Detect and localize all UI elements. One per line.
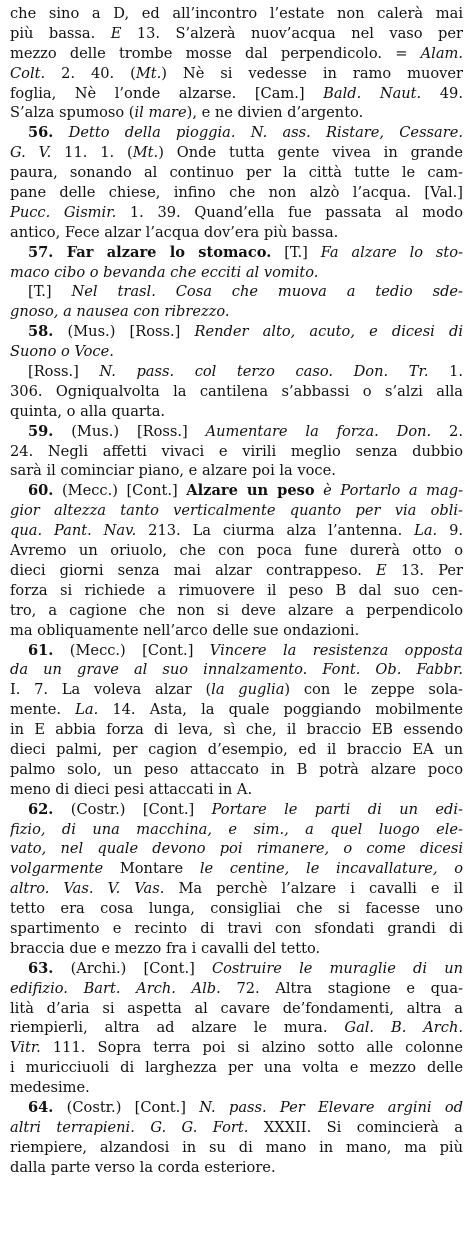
text-line: spartimento e recinto di travi con sfondati grandi di (10, 919, 463, 937)
text-line: paura, sonando al continuo per la città tutte le cam- (10, 164, 463, 182)
text-line: quinta, o alla quarta. (10, 402, 166, 420)
text-line: maco cibo o bevanda che ecciti al vomito. (10, 263, 319, 281)
text-line: gnoso, a nausea con ribrezzo. (10, 303, 230, 321)
text-line: mezzo delle trombe mosse dal perpendicolo. = Alam. (10, 44, 463, 62)
text-line: 59. (Mus.) [Ross.] Aumentare la forza. Don. 2. (28, 422, 463, 440)
text-line: G. V. 11. 1. (Mt.) Onde tutta gente vivea in grande (10, 144, 463, 162)
text-line: 58. (Mus.) [Ross.] Render alto, acuto, e dicesi di (28, 323, 463, 341)
text-line: vato, nel quale devono poi rimanere, o come dicesi (10, 840, 463, 858)
text-line: dieci palmi, per cagion d’esempio, ed il braccio EA un (10, 740, 463, 758)
text-line: Suono o Voce. (10, 343, 114, 361)
text-line: da un grave al suo innalzamento. Font. Ob. Fabbr. (10, 661, 463, 679)
text-line: sarà il cominciar piano, e alzare poi la voce. (10, 462, 336, 480)
text-line: fizio, di una macchina, e sim., a quel luogo ele- (10, 820, 463, 838)
text-line: medesime. (10, 1079, 90, 1097)
text-line: riempiere, alzandosi in su di mano in mano, ma più (10, 1138, 463, 1156)
text-line: in E abbia forza di leva, sì che, il braccio EB essendo (10, 721, 463, 739)
text-line: Vitr. 111. Sopra terra poi si alzino sotto alle colonne (10, 1039, 463, 1057)
text-line: 56. Detto della pioggia. N. ass. Ristare, Cessare. (28, 124, 463, 142)
text-line: mente. La. 14. Asta, la quale poggiando mobilmente (10, 701, 463, 719)
text-line: altro. Vas. V. Vas. Ma perchè l’alzare i cavalli e il (10, 880, 463, 898)
text-line: tetto era cosa lunga, consigliai che si facesse uno (10, 900, 463, 918)
text-line: foglia, Nè l’onde alzarse. [Cam.] Bald. Naut. 49. (10, 84, 463, 102)
text-line: meno di dieci pesi attaccati in A. (10, 780, 253, 798)
text-line: S’alza spumoso (il mare), e ne divien d’argento. (10, 104, 364, 122)
text-line: 306. Ogniqualvolta la cantilena s’abbassi o s’alzi alla (10, 382, 463, 400)
text-line: più bassa. E 13. S’alzerà nuov’acqua nel vaso per (10, 24, 463, 42)
text-line: 62. (Costr.) [Cont.] Portare le parti di un edi- (28, 800, 463, 818)
text-line: riempierli, altra ad alzare le mura. Gal. B. Arch. (10, 1019, 463, 1037)
text-line: 60. (Mecc.) [Cont.] Alzare un peso è Portarlo a mag- (28, 482, 463, 500)
text-line: 57. Far alzare lo stomaco. [T.] Fa alzare lo sto- (28, 243, 463, 261)
text-line: Avremo un oriuolo, che con poca fune durerà otto o (10, 542, 463, 560)
text-line: i muricciuoli di larghezza per una volta e mezzo delle (10, 1059, 463, 1077)
text-line: qua. Pant. Nav. 213. La ciurma alza l’antenna. La. 9. (10, 522, 463, 540)
text-line: pane delle chiese, infino che non alzò l’acqua. [Val.] (10, 184, 463, 202)
text-line: altri terrapieni. G. G. Fort. XXXII. Si comincierà a (10, 1118, 463, 1136)
text-line: 64. (Costr.) [Cont.] N. pass. Per Elevare argini od (28, 1098, 463, 1116)
text-line: dieci giorni senza mai alzar contrappeso. E 13. Per (10, 561, 463, 579)
text-line: palmo solo, un peso attaccato in B potrà alzare poco (10, 760, 463, 778)
text-line: ma obliquamente nell’arco delle sue ondazioni. (10, 621, 360, 639)
text-line: edifizio. Bart. Arch. Alb. 72. Altra stagione e qua- (10, 979, 463, 997)
text-line: tro, a cagione che non si deve alzare a perpendicolo (10, 601, 463, 619)
text-line: volgarmente Montare le centine, le incavallature, o (10, 860, 463, 878)
text-line: 24. Negli affetti vivaci e virili meglio senza dubbio (10, 442, 463, 460)
text-line: I. 7. La voleva alzar (la guglia) con le zeppe sola- (10, 681, 463, 699)
text-line: antico, Fece alzar l’acqua dov’era più bassa. (10, 223, 339, 241)
text-line: braccia due e mezzo fra i cavalli del tetto. (10, 939, 321, 957)
text-line: dalla parte verso la corda esteriore. (10, 1158, 276, 1176)
text-line: 63. (Archi.) [Cont.] Costruire le muraglie di un (28, 959, 463, 977)
text-line: [T.] Nel trasl. Cosa che muova a tedio sde- (28, 283, 463, 301)
text-line: 61. (Mecc.) [Cont.] Vincere la resistenza opposta (28, 641, 463, 659)
text-line: forza si richiede a rimuovere il peso B dal suo cen- (10, 581, 463, 599)
text-line: Colt. 2. 40. (Mt.) Nè si vedesse in ramo muover (10, 64, 463, 82)
text-line: lità d’aria si aspetta al cavare de’fondamenti, altra a (10, 999, 463, 1017)
text-line: Pucc. Gismir. 1. 39. Quand’ella fue passata al modo (10, 203, 463, 221)
text-line: [Ross.] N. pass. col terzo caso. Don. Tr. 1. (28, 363, 463, 381)
text-line: gior altezza tanto verticalmente quanto per via obli- (10, 502, 463, 520)
text-line: che sino a D, ed all’incontro l’estate non calerà mai (10, 5, 463, 22)
